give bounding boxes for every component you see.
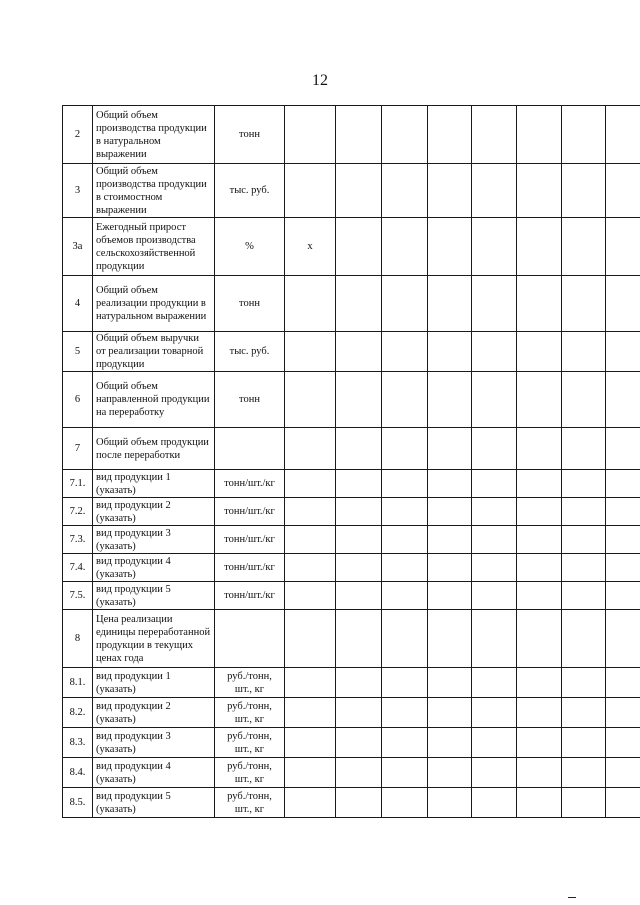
value-cell [336,332,382,372]
value-cell [562,788,606,818]
value-cell [285,428,336,470]
table-row [63,554,640,582]
value-cell [606,758,640,788]
value-cell [606,332,640,372]
value-cell [285,728,336,758]
value-cell [562,372,606,428]
value-cell [428,610,472,668]
indicator-name: Ежегодный прирост объемов производства сельскохозяйственной продукции [93,218,215,276]
value-cell [562,554,606,582]
value-cell [336,372,382,428]
value-cell [606,470,640,498]
value-cell [562,428,606,470]
value-cell [606,276,640,332]
indicator-name: вид продукции 2 (указать) [93,698,215,728]
table-row [63,582,640,610]
table-row [63,372,640,428]
unit-of-measure: тонн [215,106,285,164]
indicators-table [62,105,640,818]
unit-of-measure: тонн/шт./кг [215,526,285,554]
table-row [63,526,640,554]
value-cell [285,668,336,698]
value-cell [517,582,562,610]
table-row [63,610,640,668]
table-row [63,698,640,728]
value-cell [472,470,517,498]
table-row [63,498,640,526]
value-cell [606,610,640,668]
value-cell [382,106,428,164]
value-cell [428,698,472,728]
value-cell [472,698,517,728]
value-cell [562,276,606,332]
table-row [63,428,640,470]
value-cell [382,698,428,728]
value-cell [336,218,382,276]
indicator-name: вид продукции 4 (указать) [93,554,215,582]
value-cell [382,526,428,554]
row-number: 8.3. [63,728,93,758]
value-cell [336,758,382,788]
unit-of-measure: тонн/шт./кг [215,470,285,498]
value-cell [562,332,606,372]
value-cell [562,668,606,698]
table-row [63,728,640,758]
table-row [63,668,640,698]
value-cell [382,428,428,470]
indicator-name: вид продукции 1 (указать) [93,668,215,698]
value-cell [336,788,382,818]
value-cell [382,610,428,668]
value-cell [606,218,640,276]
unit-of-measure: тонн/шт./кг [215,582,285,610]
value-cell [336,470,382,498]
value-cell [285,788,336,818]
value-cell [562,728,606,758]
unit-of-measure: тонн/шт./кг [215,554,285,582]
value-cell [517,698,562,728]
value-cell [285,582,336,610]
value-cell [472,582,517,610]
table-row [63,758,640,788]
row-number: 8.5. [63,788,93,818]
table-row [63,164,640,218]
indicator-name: Общий объем выручки от реализации товарной продукции [93,332,215,372]
value-cell [562,526,606,554]
indicator-name: вид продукции 1 (указать) [93,470,215,498]
value-cell [285,610,336,668]
indicator-name: вид продукции 3 (указать) [93,526,215,554]
indicator-name: вид продукции 4 (указать) [93,758,215,788]
value-cell [606,554,640,582]
value-cell [336,106,382,164]
value-cell [428,428,472,470]
value-cell [606,668,640,698]
value-cell [606,428,640,470]
value-cell [562,582,606,610]
value-cell [336,164,382,218]
indicator-name: Общий объем производства продукции в натуральном выражении [93,106,215,164]
value-cell [336,610,382,668]
value-cell [562,758,606,788]
value-cell [472,332,517,372]
indicator-name: вид продукции 2 (указать) [93,498,215,526]
value-cell [382,372,428,428]
indicator-name: вид продукции 5 (указать) [93,582,215,610]
value-cell [382,276,428,332]
value-cell [472,788,517,818]
row-number: 7.3. [63,526,93,554]
indicator-name: Общий объем реализации продукции в натуральном выражении [93,276,215,332]
value-cell [336,276,382,332]
value-cell [336,582,382,610]
value-cell [428,758,472,788]
value-cell [606,498,640,526]
row-number: 7.4. [63,554,93,582]
value-cell [606,526,640,554]
value-cell [285,554,336,582]
value-cell [517,106,562,164]
row-number: 8.1. [63,668,93,698]
value-cell [285,372,336,428]
value-cell [517,372,562,428]
value-cell [336,728,382,758]
value-cell [606,372,640,428]
value-cell [382,470,428,498]
value-cell [428,582,472,610]
indicator-name: вид продукции 5 (указать) [93,788,215,818]
value-cell [472,218,517,276]
value-cell [428,470,472,498]
indicator-name: вид продукции 3 (указать) [93,728,215,758]
value-cell [517,164,562,218]
value-cell [562,164,606,218]
table-row [63,276,640,332]
value-cell [285,276,336,332]
value-cell [428,728,472,758]
value-cell [517,728,562,758]
value-cell [382,758,428,788]
table-row [63,106,640,164]
value-cell [382,332,428,372]
value-cell [285,526,336,554]
unit-of-measure: тыс. руб. [215,164,285,218]
value-cell [382,164,428,218]
value-cell [562,498,606,526]
table-row [63,332,640,372]
value-cell [517,788,562,818]
unit-of-measure [215,428,285,470]
row-number: 8.4. [63,758,93,788]
value-cell [428,218,472,276]
table-row [63,470,640,498]
unit-of-measure: тонн [215,372,285,428]
unit-of-measure: руб./тонн, шт., кг [215,668,285,698]
value-cell [606,698,640,728]
indicator-name: Общий объем продукции после переработки [93,428,215,470]
value-cell [472,668,517,698]
value-cell [428,276,472,332]
value-cell [428,668,472,698]
indicator-name: Общий объем производства продукции в стоимостном выражении [93,164,215,218]
value-cell [382,554,428,582]
value-cell [472,164,517,218]
value-cell [428,526,472,554]
unit-of-measure [215,610,285,668]
indicator-name: Общий объем направленной продукции на переработку [93,372,215,428]
row-number: 3а [63,218,93,276]
value-cell [606,164,640,218]
value-cell [336,526,382,554]
value-cell [382,498,428,526]
unit-of-measure: руб./тонн, шт., кг [215,728,285,758]
value-cell [562,218,606,276]
table-row [63,788,640,818]
row-number: 5 [63,332,93,372]
value-cell [472,758,517,788]
value-cell [382,218,428,276]
value-cell [517,526,562,554]
value-cell [285,164,336,218]
value-cell [472,276,517,332]
row-number: 7 [63,428,93,470]
value-cell [382,788,428,818]
value-cell [382,582,428,610]
value-cell [472,526,517,554]
value-cell [428,106,472,164]
row-number: 2 [63,106,93,164]
value-cell [517,470,562,498]
value-cell: x [285,218,336,276]
value-cell [336,698,382,728]
value-cell [606,106,640,164]
row-number: 8.2. [63,698,93,728]
value-cell [285,470,336,498]
row-number: 7.2. [63,498,93,526]
row-number: 7.1. [63,470,93,498]
value-cell [517,332,562,372]
value-cell [517,498,562,526]
value-cell [428,332,472,372]
table-row [63,218,640,276]
value-cell [606,582,640,610]
value-cell [472,372,517,428]
value-cell [562,470,606,498]
row-number: 4 [63,276,93,332]
value-cell [606,788,640,818]
value-cell [336,428,382,470]
value-cell [428,788,472,818]
row-number: 6 [63,372,93,428]
unit-of-measure: руб./тонн, шт., кг [215,788,285,818]
value-cell [562,610,606,668]
row-number: 7.5. [63,582,93,610]
row-number: 8 [63,610,93,668]
value-cell [562,698,606,728]
unit-of-measure: руб./тонн, шт., кг [215,758,285,788]
value-cell [285,758,336,788]
unit-of-measure: тонн/шт./кг [215,498,285,526]
unit-of-measure: % [215,218,285,276]
value-cell [517,758,562,788]
value-cell [517,668,562,698]
value-cell [285,332,336,372]
value-cell [562,106,606,164]
value-cell [472,428,517,470]
value-cell [285,498,336,526]
value-cell [472,728,517,758]
value-cell [606,728,640,758]
value-cell [382,728,428,758]
unit-of-measure: тонн [215,276,285,332]
value-cell [517,218,562,276]
row-number: 3 [63,164,93,218]
value-cell [517,428,562,470]
value-cell [336,668,382,698]
value-cell [285,106,336,164]
value-cell [428,554,472,582]
value-cell [472,498,517,526]
value-cell [517,554,562,582]
value-cell [428,372,472,428]
value-cell [382,668,428,698]
indicator-name: Цена реализации единицы переработанной продукции в текущих ценах года [93,610,215,668]
value-cell [336,498,382,526]
unit-of-measure: тыс. руб. [215,332,285,372]
value-cell [472,610,517,668]
page-number: 12 [312,72,328,89]
value-cell [472,554,517,582]
value-cell [428,498,472,526]
unit-of-measure: руб./тонн, шт., кг [215,698,285,728]
value-cell [285,698,336,728]
value-cell [472,106,517,164]
value-cell [428,164,472,218]
value-cell [517,610,562,668]
value-cell [517,276,562,332]
value-cell [336,554,382,582]
page-corner-mark [568,897,576,898]
table-body [63,106,640,818]
